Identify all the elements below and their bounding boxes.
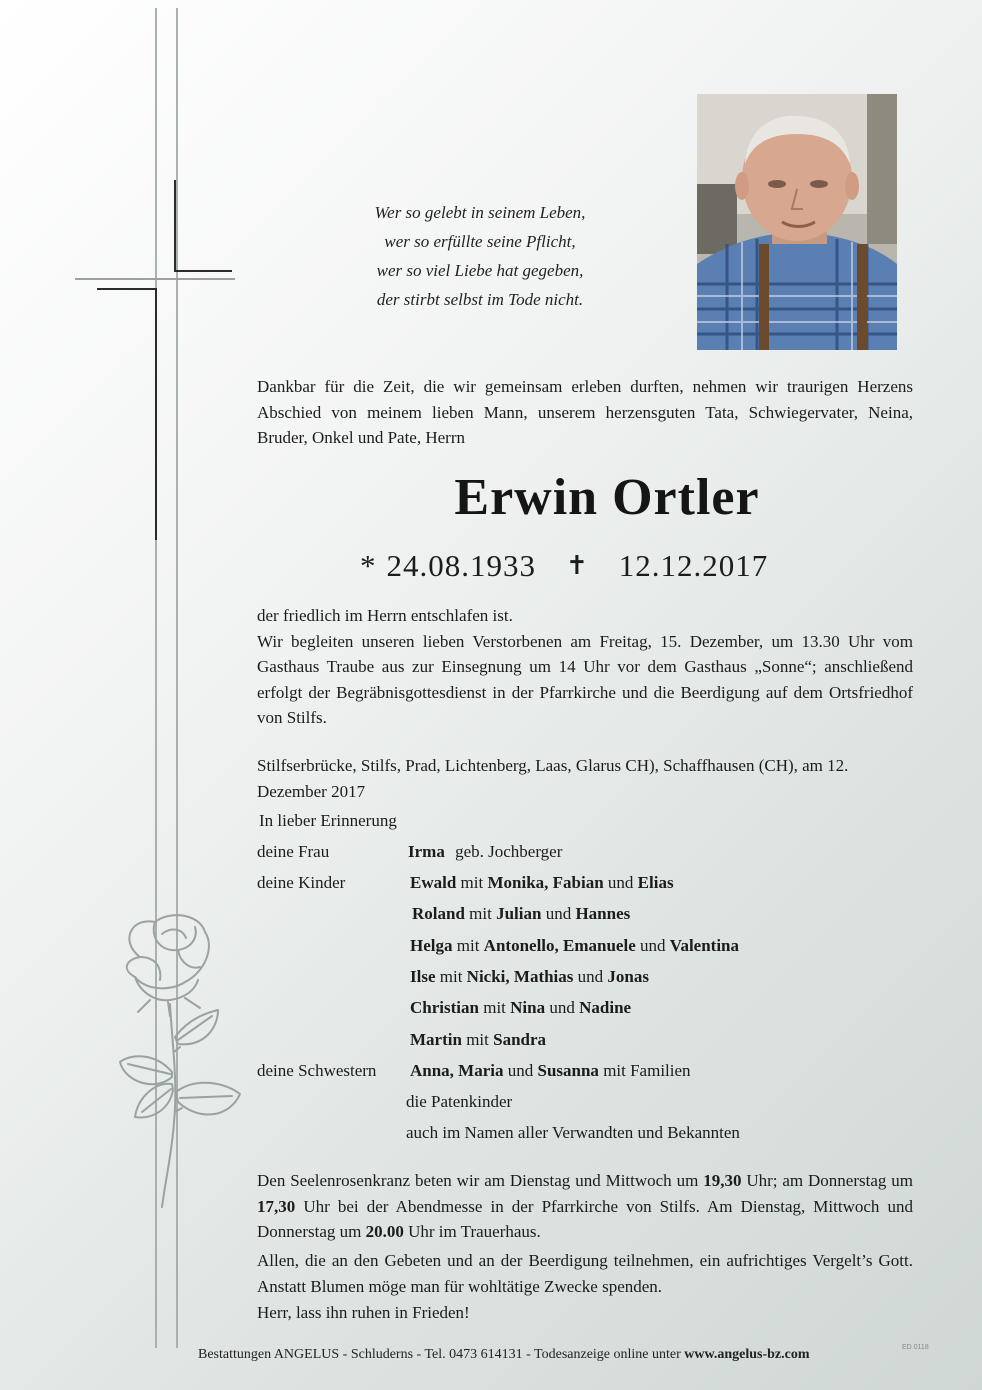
sisters-bold: Anna, Maria bbox=[410, 1061, 504, 1080]
memorial-quote bbox=[300, 198, 660, 314]
child-bold: Roland bbox=[412, 904, 465, 924]
death-date: 12.12.2017 bbox=[618, 548, 769, 583]
footer-text: Bestattungen ANGELUS - Schluderns - Tel. 0473 614131 - Todesanzeige online unter bbox=[198, 1347, 685, 1362]
birth-date: 24.08.1933 bbox=[386, 548, 536, 583]
child-bold: Ewald bbox=[410, 873, 457, 892]
cross-lower-vertical bbox=[155, 288, 157, 540]
child-entry bbox=[412, 903, 630, 925]
rosary-bold: 19,30 bbox=[703, 1171, 742, 1190]
child-bold: Nadine bbox=[579, 998, 632, 1018]
cross-upper-vertical bbox=[174, 180, 176, 272]
rosary-text: Uhr; am Donnerstag um bbox=[741, 1171, 913, 1190]
child-text: mit bbox=[435, 966, 467, 986]
cross-left-horizontal bbox=[97, 288, 157, 290]
child-bold: Sandra bbox=[493, 1029, 547, 1049]
rose-illustration bbox=[100, 912, 250, 1212]
child-entry bbox=[410, 966, 649, 988]
wife-entry bbox=[408, 841, 562, 863]
wife-maiden-name: geb. Jochberger bbox=[455, 842, 563, 861]
child-bold: Antonello, Emanuele bbox=[483, 935, 636, 955]
closing-line: Herr, lass ihn ruhen in Frieden! bbox=[257, 1303, 470, 1322]
places-text: Stilfserbrücke, Stilfs, Prad, Lichtenberg, Laas, Glarus CH), Schaffhausen (CH), am 12. Dezember 2017 bbox=[257, 756, 849, 801]
sisters-entry bbox=[410, 1060, 691, 1082]
corner-tag: ED 0118 bbox=[902, 1344, 929, 1351]
memory-heading: In lieber Erinnerung bbox=[259, 811, 397, 830]
ceremony-text: Wir begleiten unseren lieben Verstorbenen am Freitag, 15. Dezember, um 13.30 Uhr vom Gasthaus Traube aus zur Einsegnung um 14 Uhr vor dem Gasthaus „Sonne“; anschließend erfolgt der Begräbnisgottesdienst in der Pfarrkirche und die Beerdigung auf dem Ortsfriedhof von Stilfs. bbox=[257, 631, 913, 727]
child-bold: Nina bbox=[510, 998, 546, 1018]
child-entry bbox=[410, 935, 739, 957]
child-bold: Hannes bbox=[575, 904, 631, 924]
cross-upper-horizontal bbox=[174, 270, 232, 272]
wife-label: deine Frau bbox=[257, 842, 330, 861]
child-bold: Ilse bbox=[410, 966, 436, 986]
child-text: mit bbox=[464, 904, 497, 924]
quote-line: Wer so gelebt in seinem Leben, bbox=[374, 203, 586, 222]
life-dates bbox=[360, 548, 768, 584]
intro-text: Dankbar für die Zeit, die wir gemeinsam erleben durften, nehmen wir traurigen Herzens Abschied von meinem lieben Mann, unserem herzensguten Tata, Schwiegervater, Neina, Bruder, Onkel und Pate, Herrn bbox=[257, 377, 913, 447]
rosary-text bbox=[257, 1168, 913, 1245]
child-text: und bbox=[603, 873, 638, 892]
relatives-line: auch im Namen aller Verwandten und Bekannten bbox=[406, 1123, 740, 1142]
child-bold: Julian bbox=[496, 904, 542, 924]
godchildren-line: die Patenkinder bbox=[406, 1092, 513, 1111]
sisters-text: mit Familien bbox=[598, 1061, 691, 1080]
birth-symbol: * bbox=[360, 548, 377, 583]
child-entry bbox=[410, 1029, 546, 1051]
child-text: und bbox=[541, 904, 576, 924]
deceased-name: Erwin Ortler bbox=[454, 469, 760, 526]
death-cross-icon: ✝ bbox=[566, 551, 589, 581]
peaceful-line: der friedlich im Herrn entschlafen ist. bbox=[257, 606, 513, 625]
sisters-label: deine Schwestern bbox=[257, 1061, 377, 1080]
sisters-bold: Susanna bbox=[537, 1061, 599, 1080]
rosary-bold: 20.00 bbox=[365, 1222, 404, 1241]
child-text: und bbox=[573, 966, 608, 986]
child-bold: Helga bbox=[410, 935, 453, 955]
child-entry bbox=[410, 872, 674, 894]
quote-line: der stirbt selbst im Tode nicht. bbox=[376, 290, 584, 309]
rosary-bold: 17,30 bbox=[257, 1196, 296, 1216]
portrait-photo bbox=[697, 94, 897, 350]
footer bbox=[198, 1347, 810, 1363]
children-label: deine Kinder bbox=[257, 873, 346, 892]
sisters-text: und bbox=[503, 1061, 538, 1080]
child-text: und bbox=[635, 935, 670, 955]
child-text: mit bbox=[452, 935, 484, 955]
child-text: und bbox=[545, 998, 580, 1018]
footer-url[interactable]: www.angelus-bz.com bbox=[684, 1347, 810, 1362]
child-bold: Jonas bbox=[607, 966, 649, 986]
child-text: mit bbox=[461, 1029, 494, 1049]
rosary-text: Den Seelenrosenkranz beten wir am Dienstag und Mittwoch um bbox=[257, 1171, 704, 1190]
funeral-details bbox=[257, 603, 913, 731]
child-entry bbox=[410, 997, 631, 1019]
child-text: mit bbox=[456, 873, 488, 892]
quote-line: wer so viel Liebe hat gegeben, bbox=[376, 261, 584, 280]
child-bold: Elias bbox=[637, 873, 674, 892]
child-bold: Valentina bbox=[669, 935, 740, 955]
child-bold: Nicki, Mathias bbox=[466, 966, 574, 986]
child-bold: Monika, Fabian bbox=[487, 873, 604, 892]
wife-name: Irma bbox=[408, 842, 445, 861]
rosary-text: Uhr bei der Abendmesse in der Pfarrkirche von Stilfs. Am Dienstag, Mittwoch und Donnerstag um bbox=[257, 1196, 913, 1241]
child-bold: Martin bbox=[410, 1029, 462, 1049]
rosary-text: Uhr im Trauerhaus. bbox=[403, 1222, 541, 1241]
quote-line: wer so erfüllte seine Pflicht, bbox=[384, 232, 576, 251]
child-text: mit bbox=[478, 998, 511, 1018]
child-bold: Christian bbox=[410, 998, 479, 1018]
thanks-text: Allen, die an den Gebeten und an der Beerdigung teilnehmen, ein aufrichtiges Vergelt’s Gott. Anstatt Blumen möge man für wohltätige Zwecke spenden. bbox=[257, 1251, 913, 1296]
cross-beam-light bbox=[75, 278, 235, 280]
